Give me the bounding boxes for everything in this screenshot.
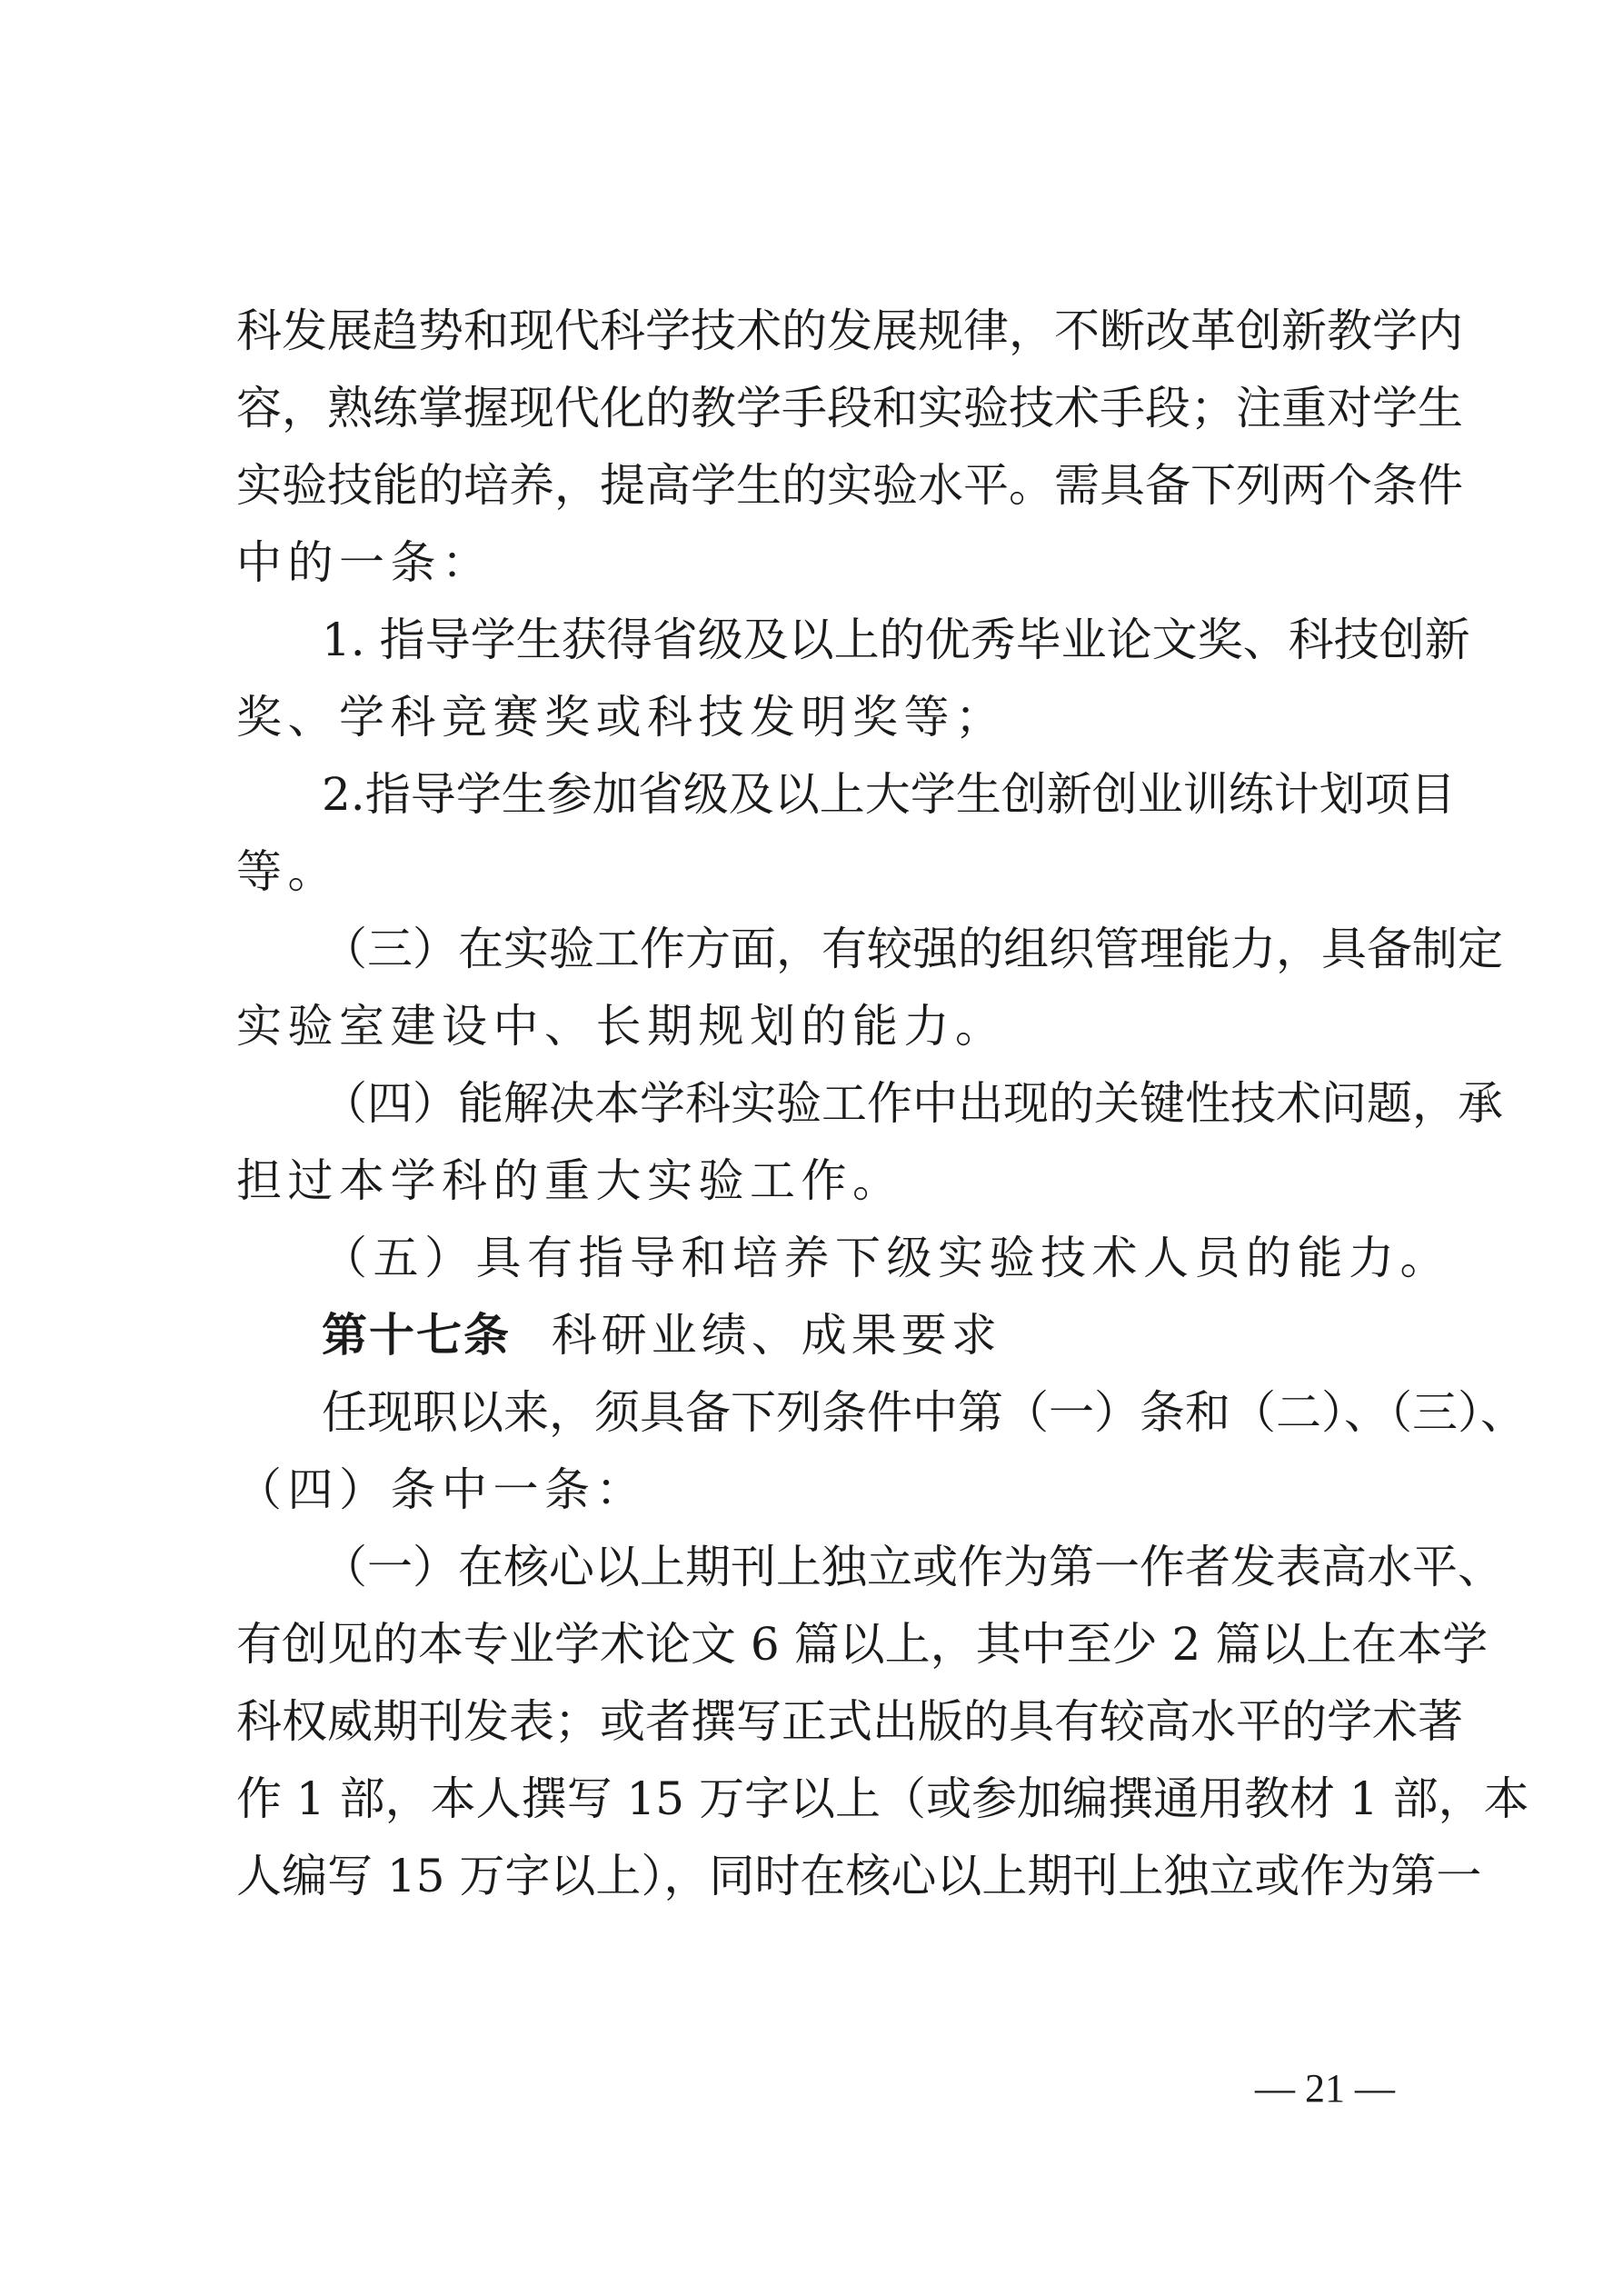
article-17-intro: 任现职以来，须具备下列条件中第（一）条和（二）、（三）、 xyxy=(322,1386,1526,1439)
text-line: 科权威期刊发表；或者撰写正式出版的具有较高水平的学术著 xyxy=(236,1695,1463,1748)
text-line: 实验室建设中、长期规划的能力。 xyxy=(236,1000,1007,1053)
text-line: 中的一条： xyxy=(236,536,493,589)
clause-5: （五）具有指导和培养下级实验技术人员的能力。 xyxy=(322,1232,1451,1284)
list-item-2: 2.指导学生参加省级及以上大学生创新创业训练计划项目 xyxy=(322,768,1456,821)
body-text xyxy=(236,293,1529,1915)
text-line: 实验技能的培养，提高学生的实验水平。需具备下列两个条件 xyxy=(236,459,1463,512)
text-line: （四）条中一条： xyxy=(236,1463,647,1516)
article-17-heading xyxy=(236,1297,1390,1374)
text-line: 作 1 部，本人撰写 15 万字以上（或参加编撰通用教材 1 部，本 xyxy=(236,1772,1529,1825)
text-line: 人编写 15 万字以上），同时在核心以上期刊上独立或作为第一 xyxy=(236,1850,1482,1902)
text-line: 有创见的本专业学术论文 6 篇以上，其中至少 2 篇以上在本学 xyxy=(236,1618,1489,1671)
text-line: 担过本学科的重大实验工作。 xyxy=(236,1154,904,1207)
text-line: 容，熟练掌握现代化的教学手段和实验技术手段；注重对学生 xyxy=(236,382,1463,434)
text-line: 等。 xyxy=(236,845,339,898)
text-line: 奖、学科竞赛奖或科技发明奖等； xyxy=(236,691,1007,744)
article-number: 第十七条 xyxy=(322,1309,511,1362)
article-title: 科研业绩、成果要求 xyxy=(551,1309,1001,1362)
clause-3: （三）在实验工作方面，有较强的组织管理能力，具备制定 xyxy=(322,923,1503,975)
clause-1: （一）在核心以上期刊上独立或作为第一作者发表高水平、 xyxy=(322,1541,1503,1593)
text-line: 科发展趋势和现代科学技术的发展规律，不断改革创新教学内 xyxy=(236,304,1463,357)
page-number: — 21 — xyxy=(1255,2066,1395,2111)
clause-4: （四）能解决本学科实验工作中出现的关键性技术问题，承 xyxy=(322,1077,1503,1130)
list-item-1: 1. 指导学生获得省级及以上的优秀毕业论文奖、科技创新 xyxy=(322,614,1470,666)
